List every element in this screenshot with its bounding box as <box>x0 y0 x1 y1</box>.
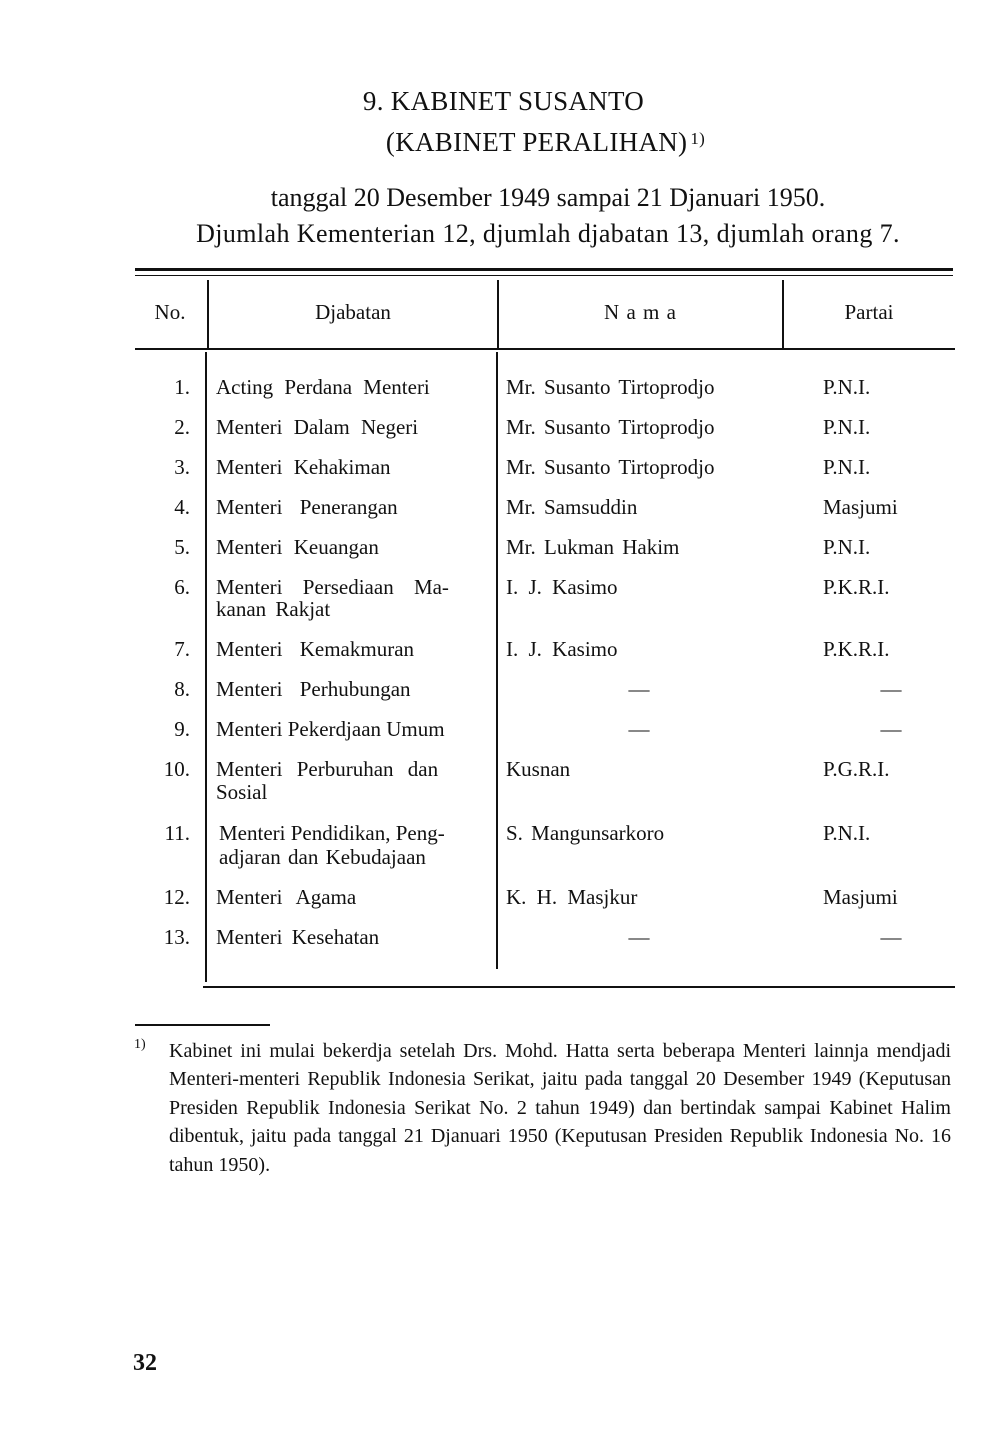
page-number: 32 <box>133 1350 157 1376</box>
row-9-name: — <box>628 717 650 741</box>
footnote-marker <box>134 1037 146 1060</box>
column-header-party: Partai <box>844 300 894 324</box>
row-10-no: 10. <box>163 757 190 781</box>
table-top-rule-thin <box>135 275 953 276</box>
row-12-position: Menteri Agama <box>216 885 357 909</box>
row-6-name: I. J. Kasimo <box>506 575 618 599</box>
table-top-rule-thick <box>135 268 953 271</box>
subtitle-text: (KABINET PERALIHAN) <box>385 127 688 157</box>
row-6-no: 6. <box>174 575 190 599</box>
date-range-line: tanggal 20 Desember 1949 sampai 21 Djanuari 1950. <box>270 183 826 212</box>
row-1-position: Acting Perdana Menteri <box>216 375 430 399</box>
row-6-position-line-2: kanan Rakjat <box>216 597 331 621</box>
row-5-name: Mr. Lukman Hakim <box>506 535 680 559</box>
row-12-no: 12. <box>163 885 190 909</box>
row-3-party: P.N.I. <box>823 455 871 479</box>
row-2-party: P.N.I. <box>823 415 871 439</box>
row-12-name: K. H. Masjkur <box>506 885 638 909</box>
row-13-position: Menteri Kesehatan <box>216 925 380 949</box>
footnote-rule <box>135 1024 270 1026</box>
row-5-party: P.N.I. <box>823 535 871 559</box>
row-3-name: Mr. Susanto Tirtoprodjo <box>506 455 715 479</box>
subtitle-footnote-marker: 1) <box>690 129 706 148</box>
row-5-position: Menteri Keuangan <box>216 535 379 559</box>
row-9-no: 9. <box>174 717 190 741</box>
row-1-party: P.N.I. <box>823 375 871 399</box>
row-4-position: Menteri Penerangan <box>216 495 398 519</box>
row-11-name: S. Mangunsarkoro <box>506 821 665 845</box>
row-6-position-line-1: Menteri Persediaan Ma- <box>216 575 449 599</box>
footnote-marker-text: 1) <box>134 1037 146 1052</box>
row-9-party: — <box>880 717 902 741</box>
row-1-name: Mr. Susanto Tirtoprodjo <box>506 375 715 399</box>
row-7-position: Menteri Kemakmuran <box>216 637 415 661</box>
footnote-text: Kabinet ini mulai bekerdja setelah Drs. Mohd. Hatta serta beberapa Menteri lainnja mendjadi Menteri-menteri Republik Indonesia Serikat, jaitu pada tanggal 20 Desember 1949 (Keputusan Presiden Republik Indonesia Serikat No. 2 tahun 1949) dan bertindak sampai Kabinet Halim dibentuk, jaitu pada tanggal 21 Djanuari 1950 (Keputusan Presiden Republik Indonesia No. 16 tahun 1950). <box>169 1040 951 1176</box>
row-11-no: 11. <box>164 821 190 845</box>
header-bottom-rule <box>135 348 955 350</box>
row-8-position: Menteri Perhubungan <box>216 677 411 701</box>
row-1-no: 1. <box>174 375 190 399</box>
row-7-party: P.K.R.I. <box>823 637 890 661</box>
row-13-no: 13. <box>163 925 190 949</box>
column-divider-1 <box>205 352 207 982</box>
row-4-party: Masjumi <box>823 495 898 519</box>
row-10-position-line-2: Sosial <box>216 780 268 804</box>
ministry-count-line: Djumlah Kementerian 12, djumlah djabatan 13, djumlah orang 7. <box>196 219 900 248</box>
row-2-no: 2. <box>174 415 190 439</box>
column-divider-2 <box>496 352 498 969</box>
row-12-party: Masjumi <box>823 885 898 909</box>
row-10-party: P.G.R.I. <box>823 757 890 781</box>
column-header-name: N a m a <box>604 300 677 324</box>
row-4-name: Mr. Samsuddin <box>506 495 638 519</box>
table-bottom-rule <box>203 986 955 988</box>
row-11-position-line-1: Menteri Pendidikan, Peng- <box>219 821 445 845</box>
row-8-party: — <box>880 677 902 701</box>
row-11-position-line-2: adjaran dan Kebudajaan <box>219 845 426 869</box>
row-2-position: Menteri Dalam Negeri <box>216 415 419 439</box>
row-8-name: — <box>628 677 650 701</box>
row-2-name: Mr. Susanto Tirtoprodjo <box>506 415 715 439</box>
row-7-no: 7. <box>174 637 190 661</box>
row-11-party: P.N.I. <box>823 821 871 845</box>
row-10-position-line-1: Menteri Perburuhan dan <box>216 757 439 781</box>
row-13-party: — <box>880 925 902 949</box>
row-9-position: Menteri Pekerdjaan Umum <box>216 717 445 741</box>
cabinet-title: 9. KABINET SUSANTO <box>362 86 645 116</box>
column-header-no: No. <box>154 300 186 324</box>
row-5-no: 5. <box>174 535 190 559</box>
row-3-position: Menteri Kehakiman <box>216 455 391 479</box>
row-8-no: 8. <box>174 677 190 701</box>
column-header-position: Djabatan <box>315 300 391 324</box>
row-7-name: I. J. Kasimo <box>506 637 618 661</box>
row-6-party: P.K.R.I. <box>823 575 890 599</box>
row-10-name: Kusnan <box>506 757 571 781</box>
row-13-name: — <box>628 925 650 949</box>
cabinet-subtitle <box>0 127 1007 158</box>
row-4-no: 4. <box>174 495 190 519</box>
row-3-no: 3. <box>174 455 190 479</box>
